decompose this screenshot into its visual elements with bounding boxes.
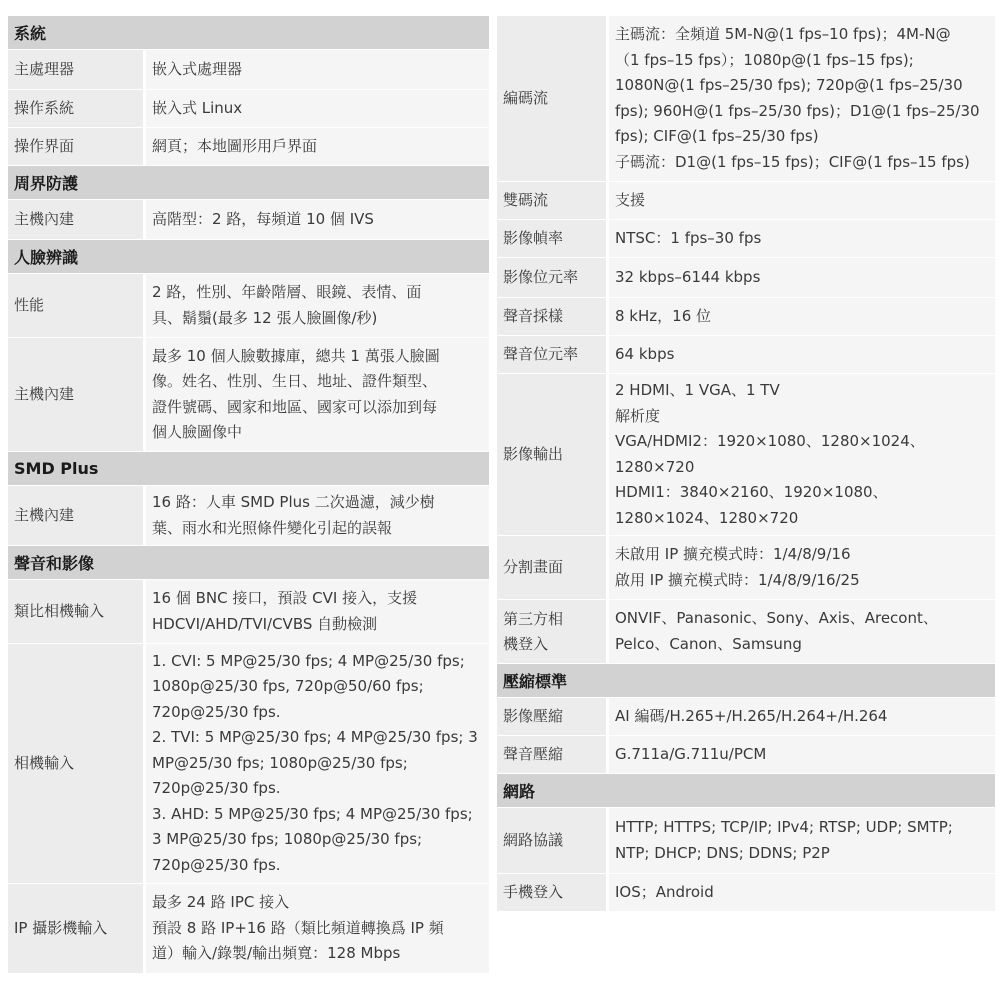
spec-label: 影像幀率 bbox=[497, 220, 609, 257]
spec-row bbox=[8, 274, 489, 338]
spec-value bbox=[609, 698, 995, 735]
spec-row bbox=[8, 486, 489, 546]
spec-label: 雙碼流 bbox=[497, 182, 609, 219]
spec-value-line: 1280×1024、1280×720 bbox=[615, 508, 799, 527]
spec-value-line: AI 編碼/H.265+/H.265/H.264+/H.264 bbox=[615, 706, 888, 725]
spec-label: 網路協議 bbox=[497, 808, 609, 873]
spec-value-line: 道）輸入/錄製/輸出頻寬：128 Mbps bbox=[152, 944, 401, 963]
spec-value-line: 1080N@(1 fps–25/30 fps); 720p@(1 fps–25/30 bbox=[615, 76, 963, 94]
spec-label: 主機內建 bbox=[8, 338, 146, 451]
spec-row bbox=[497, 874, 995, 912]
spec-row bbox=[8, 884, 489, 974]
spec-value bbox=[146, 50, 489, 89]
spec-value-line: 網頁；本地圖形用戶界面 bbox=[152, 136, 318, 155]
spec-value-line: fps); CIF@(1 fps–25/30 fps) bbox=[615, 127, 819, 145]
section-header: 壓縮標準 bbox=[497, 664, 995, 698]
spec-value-line: 像。姓名、性別、生日、地址、證件類型、 bbox=[152, 372, 438, 390]
spec-value-line: 個人臉圖像中 bbox=[152, 423, 243, 441]
spec-value-line: 3 MP@25/30 fps; 1080p@25/30 fps; bbox=[152, 830, 423, 849]
spec-value bbox=[146, 884, 489, 973]
spec-value bbox=[146, 128, 489, 165]
spec-value-line: 最多 24 路 IPC 接入 bbox=[152, 893, 290, 912]
spec-value bbox=[609, 336, 995, 373]
spec-value-line: 啟用 IP 擴充模式時：1/4/8/9/16/25 bbox=[615, 570, 860, 589]
spec-value-line: 720p@25/30 fps. bbox=[152, 702, 281, 721]
spec-value-line: （1 fps–15 fps）；1080p@(1 fps–15 fps); bbox=[615, 50, 914, 69]
spec-row bbox=[8, 50, 489, 90]
spec-value-line: 32 kbps–6144 kbps bbox=[615, 267, 761, 286]
spec-row bbox=[497, 336, 995, 374]
spec-value-line: 未啟用 IP 擴充模式時：1/4/8/9/16 bbox=[615, 545, 851, 563]
spec-value bbox=[609, 374, 995, 535]
spec-value bbox=[609, 298, 995, 335]
spec-value-line: 2. TVI: 5 MP@25/30 fps; 4 MP@25/30 fps; 3 bbox=[152, 728, 478, 747]
spec-row bbox=[8, 338, 489, 452]
spec-value-line: 最多 10 個人臉數據庫，總共 1 萬張人臉圖 bbox=[152, 346, 440, 365]
spec-value-line: 2 路，性別、年齡階層、眼鏡、表情、面 bbox=[152, 283, 422, 301]
spec-label: 類比相機輸入 bbox=[8, 580, 146, 643]
spec-row bbox=[497, 600, 995, 664]
spec-value-line: 720p@25/30 fps. bbox=[152, 779, 281, 798]
spec-value-line: HTTP; HTTPS; TCP/IP; IPv4; RTSP; UDP; SMTP; bbox=[615, 818, 953, 836]
spec-value-line: 1280×720 bbox=[615, 457, 695, 476]
spec-value bbox=[146, 200, 489, 239]
spec-value bbox=[146, 580, 489, 643]
section-header: 周界防護 bbox=[8, 166, 489, 200]
spec-label: 主機內建 bbox=[8, 200, 146, 239]
spec-row bbox=[497, 736, 995, 774]
spec-value-line: 8 kHz，16 位 bbox=[615, 306, 712, 325]
spec-value-line: NTSC：1 fps–30 fps bbox=[615, 228, 762, 247]
spec-value-line: 葉、雨水和光照條件變化引起的誤報 bbox=[152, 518, 393, 537]
spec-label: 相機輸入 bbox=[8, 644, 146, 883]
section-header: 人臉辨識 bbox=[8, 240, 489, 274]
spec-value-line: 主碼流：全頻道 5M-N@(1 fps–10 fps)；4M-N@ bbox=[615, 25, 951, 43]
spec-value-line: 1. CVI: 5 MP@25/30 fps; 4 MP@25/30 fps; bbox=[152, 651, 465, 670]
spec-row bbox=[8, 128, 489, 166]
section-header: 系統 bbox=[8, 16, 489, 50]
spec-value-line: HDMI1：3840×2160、1920×1080、 bbox=[615, 483, 888, 501]
spec-value bbox=[609, 258, 995, 297]
spec-value-line: fps); 960H@(1 fps–25/30 fps)；D1@(1 fps–25/30 bbox=[615, 101, 980, 120]
spec-value-line: 16 路：人車 SMD Plus 二次過濾，減少樹 bbox=[152, 493, 435, 511]
left-spec-table bbox=[8, 16, 489, 974]
spec-value-line: VGA/HDMI2：1920×1080、1280×1024、 bbox=[615, 432, 925, 450]
spec-value-line: 2 HDMI、1 VGA、1 TV bbox=[615, 381, 780, 399]
spec-label: 性能 bbox=[8, 274, 146, 337]
spec-row bbox=[497, 258, 995, 298]
spec-value-line: 嵌入式處理器 bbox=[152, 59, 243, 78]
spec-label: 分割畫面 bbox=[497, 536, 609, 599]
spec-label: 影像位元率 bbox=[497, 258, 609, 297]
spec-row bbox=[497, 220, 995, 258]
spec-value bbox=[146, 274, 489, 337]
spec-row bbox=[497, 536, 995, 600]
spec-value-line: 具、鬍鬚(最多 12 張人臉圖像/秒) bbox=[152, 308, 378, 327]
spec-row bbox=[497, 182, 995, 220]
spec-value-line: 證件號碼、國家和地區、國家可以添加到每 bbox=[152, 397, 438, 416]
spec-value bbox=[146, 644, 489, 883]
spec-row bbox=[8, 644, 489, 884]
spec-row bbox=[497, 298, 995, 336]
spec-label: 聲音採樣 bbox=[497, 298, 609, 335]
spec-value-line: 嵌入式 Linux bbox=[152, 98, 243, 117]
spec-row bbox=[497, 374, 995, 536]
spec-label: 聲音位元率 bbox=[497, 336, 609, 373]
spec-label: 第三方相 機登入 bbox=[497, 600, 609, 663]
spec-value-line: 16 個 BNC 接口，預設 CVI 接入，支援 bbox=[152, 589, 418, 607]
section-header: SMD Plus bbox=[8, 452, 489, 486]
spec-label: 主處理器 bbox=[8, 50, 146, 89]
spec-value-line: MP@25/30 fps; 1080p@25/30 fps; bbox=[152, 753, 408, 772]
section-header: 網路 bbox=[497, 774, 995, 808]
spec-value-line: 子碼流：D1@(1 fps–15 fps)；CIF@(1 fps–15 fps) bbox=[615, 152, 970, 171]
spec-value-line: Pelco、Canon、Samsung bbox=[615, 634, 802, 653]
spec-value bbox=[609, 16, 995, 181]
spec-value-line: 720p@25/30 fps. bbox=[152, 855, 281, 874]
spec-value bbox=[609, 600, 995, 663]
spec-value bbox=[609, 220, 995, 257]
spec-row bbox=[497, 16, 995, 182]
spec-value-line: 3. AHD: 5 MP@25/30 fps; 4 MP@25/30 fps; bbox=[152, 804, 473, 823]
spec-value bbox=[609, 808, 995, 873]
right-spec-table bbox=[497, 16, 995, 912]
spec-label: 手機登入 bbox=[497, 874, 609, 911]
spec-value bbox=[146, 90, 489, 127]
spec-value-line: ONVIF、Panasonic、Sony、Axis、Arecont、 bbox=[615, 609, 938, 627]
spec-value bbox=[609, 536, 995, 599]
spec-row bbox=[8, 90, 489, 128]
spec-row bbox=[497, 808, 995, 874]
spec-label: 主機內建 bbox=[8, 486, 146, 545]
spec-row bbox=[8, 580, 489, 644]
spec-value bbox=[609, 874, 995, 911]
spec-label: IP 攝影機輸入 bbox=[8, 884, 146, 973]
spec-value-line: 1080p@25/30 fps, 720p@50/60 fps; bbox=[152, 677, 424, 696]
spec-row bbox=[8, 200, 489, 240]
spec-label: 聲音壓縮 bbox=[497, 736, 609, 773]
spec-label: 編碼流 bbox=[497, 16, 609, 181]
section-header: 聲音和影像 bbox=[8, 546, 489, 580]
spec-value-line: 預設 8 路 IP+16 路（類比頻道轉換爲 IP 頻 bbox=[152, 918, 444, 937]
spec-value bbox=[146, 486, 489, 545]
spec-value-line: IOS；Android bbox=[615, 882, 714, 901]
spec-label: 影像壓縮 bbox=[497, 698, 609, 735]
spec-value-line: HDCVI/AHD/TVI/CVBS 自動檢測 bbox=[152, 614, 378, 633]
spec-value bbox=[609, 182, 995, 219]
spec-value-line: 64 kbps bbox=[615, 344, 675, 363]
spec-row bbox=[497, 698, 995, 736]
spec-value-line: 解析度 bbox=[615, 406, 661, 425]
spec-value-line: NTP; DHCP; DNS; DDNS; P2P bbox=[615, 843, 830, 862]
spec-value bbox=[609, 736, 995, 773]
spec-label: 影像輸出 bbox=[497, 374, 609, 535]
spec-label: 操作系統 bbox=[8, 90, 146, 127]
spec-value bbox=[146, 338, 489, 451]
spec-value-line: 支援 bbox=[615, 190, 646, 209]
spec-value-line: G.711a/G.711u/PCM bbox=[615, 744, 767, 763]
spec-value-line: 高階型：2 路，每頻道 10 個 IVS bbox=[152, 209, 374, 228]
spec-label: 操作界面 bbox=[8, 128, 146, 165]
